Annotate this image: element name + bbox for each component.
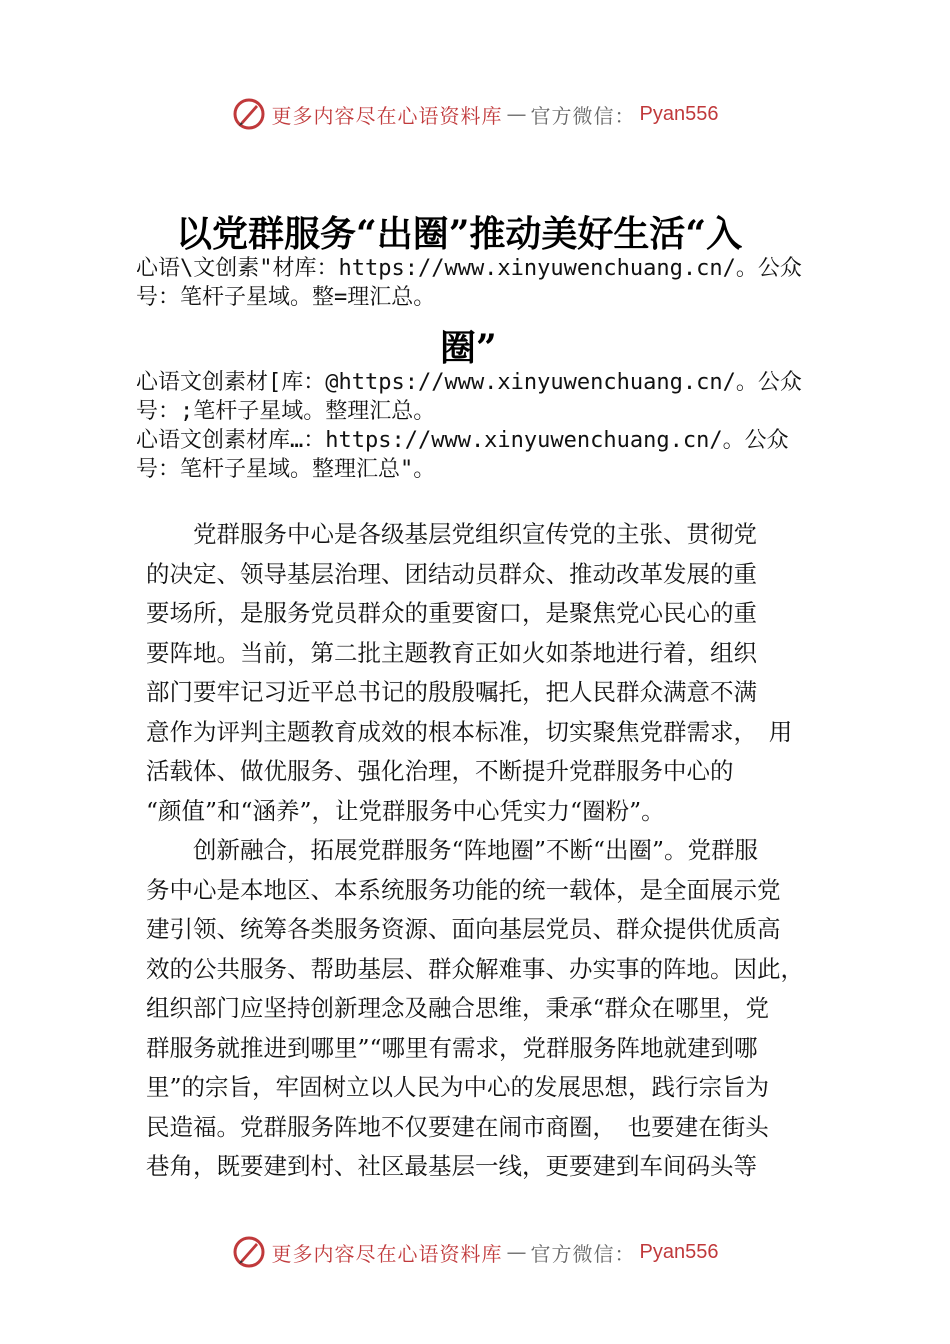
text-line: 活载体、做优服务、强化治理，不断提升党群服务中心的 [146, 757, 734, 785]
source-note-line: 号：笔杆子星域。整=理汇总。 [136, 285, 436, 310]
source-note-line: 号：;笔杆子星域。整理汇总。 [136, 399, 436, 424]
text-line: 的决定、领导基层治理、团结动员群众、推动改革发展的重 [146, 559, 757, 588]
quill-pen-logo-icon [232, 97, 266, 131]
text-line: “颜值”和“涵养”，让党群服务中心凭实力“圈粉”。 [146, 796, 665, 825]
text-line: 巷角，既要建到村、社区最基层一线，更要建到车间码头等 [146, 1152, 757, 1180]
text-line: 意作为评判主题教育成效的根本标准，切实聚焦党群需求， 用 [146, 717, 793, 746]
text-line: 要阵地。当前，第二批主题教育正如火如荼地进行着，组织 [146, 638, 757, 667]
text-line: 群服务就推进到哪里”“哪里有需求，党群服务阵地就建到哪 [146, 1033, 758, 1062]
source-note-line: 心语文创素材库…：https://www.xinyuwenchuang.cn/。公众 [136, 428, 789, 453]
text-line: 民造福。党群服务阵地不仅要建在闹市商圈， 也要建在街头 [146, 1112, 769, 1141]
quill-pen-logo-icon [232, 1235, 266, 1269]
paragraph-2 [146, 831, 846, 1187]
banner-dash: — [506, 1240, 527, 1264]
source-note-line: 心语文创素材[库：@https://www.xinyuwenchuang.cn/。公众 [136, 370, 802, 395]
banner-wechat-id: Pyan556 [639, 1240, 719, 1263]
banner-wechat-id: Pyan556 [639, 102, 719, 125]
source-note-line: 号：笔杆子星域。整理汇总"。 [136, 457, 436, 482]
text-line: 组织部门应坚持创新理念及融合思维，秉承“群众在哪里，党 [146, 994, 770, 1022]
header-banner [0, 94, 950, 134]
text-line: 党群服务中心是各级基层党组织宣传党的主张、贯彻党 [146, 520, 757, 548]
text-line: 部门要牢记习近平总书记的殷殷嘱托，把人民群众满意不满 [146, 678, 757, 706]
page-title-line2: 圈” [440, 327, 497, 369]
banner-slogan: 更多内容尽在心语资料库 [271, 1241, 503, 1266]
paragraph-1 [146, 515, 846, 831]
banner-dash: — [506, 102, 527, 126]
text-line: 创新融合，拓展党群服务“阵地圈”不断“出圈”。党群服 [146, 836, 759, 864]
text-line: 效的公共服务、帮助基层、群众解难事、办实事的阵地。因此， [146, 954, 804, 983]
page-title-line1: 以党群服务“出圈”推动美好生活“入 [176, 213, 743, 255]
text-line: 要场所，是服务党员群众的重要窗口，是聚焦党心民心的重 [146, 599, 757, 627]
source-note-line: 心语\文创素"材库：https://www.xinyuwenchuang.cn/。公众 [136, 256, 802, 281]
banner-wechat-label: 官方微信： [530, 1241, 636, 1266]
banner-wechat-label: 官方微信： [530, 103, 636, 128]
banner-slogan: 更多内容尽在心语资料库 [271, 103, 503, 128]
text-line: 务中心是本地区、本系统服务功能的统一载体，是全面展示党 [146, 875, 781, 904]
footer-banner [0, 1232, 950, 1272]
text-line: 建引领、统筹各类服务资源、面向基层党员、群众提供优质高 [146, 915, 781, 943]
source-note-1 [136, 254, 836, 312]
text-line: 里”的宗旨，牢固树立以人民为中心的发展思想，践行宗旨为 [146, 1073, 770, 1101]
source-note-2 [136, 368, 836, 484]
